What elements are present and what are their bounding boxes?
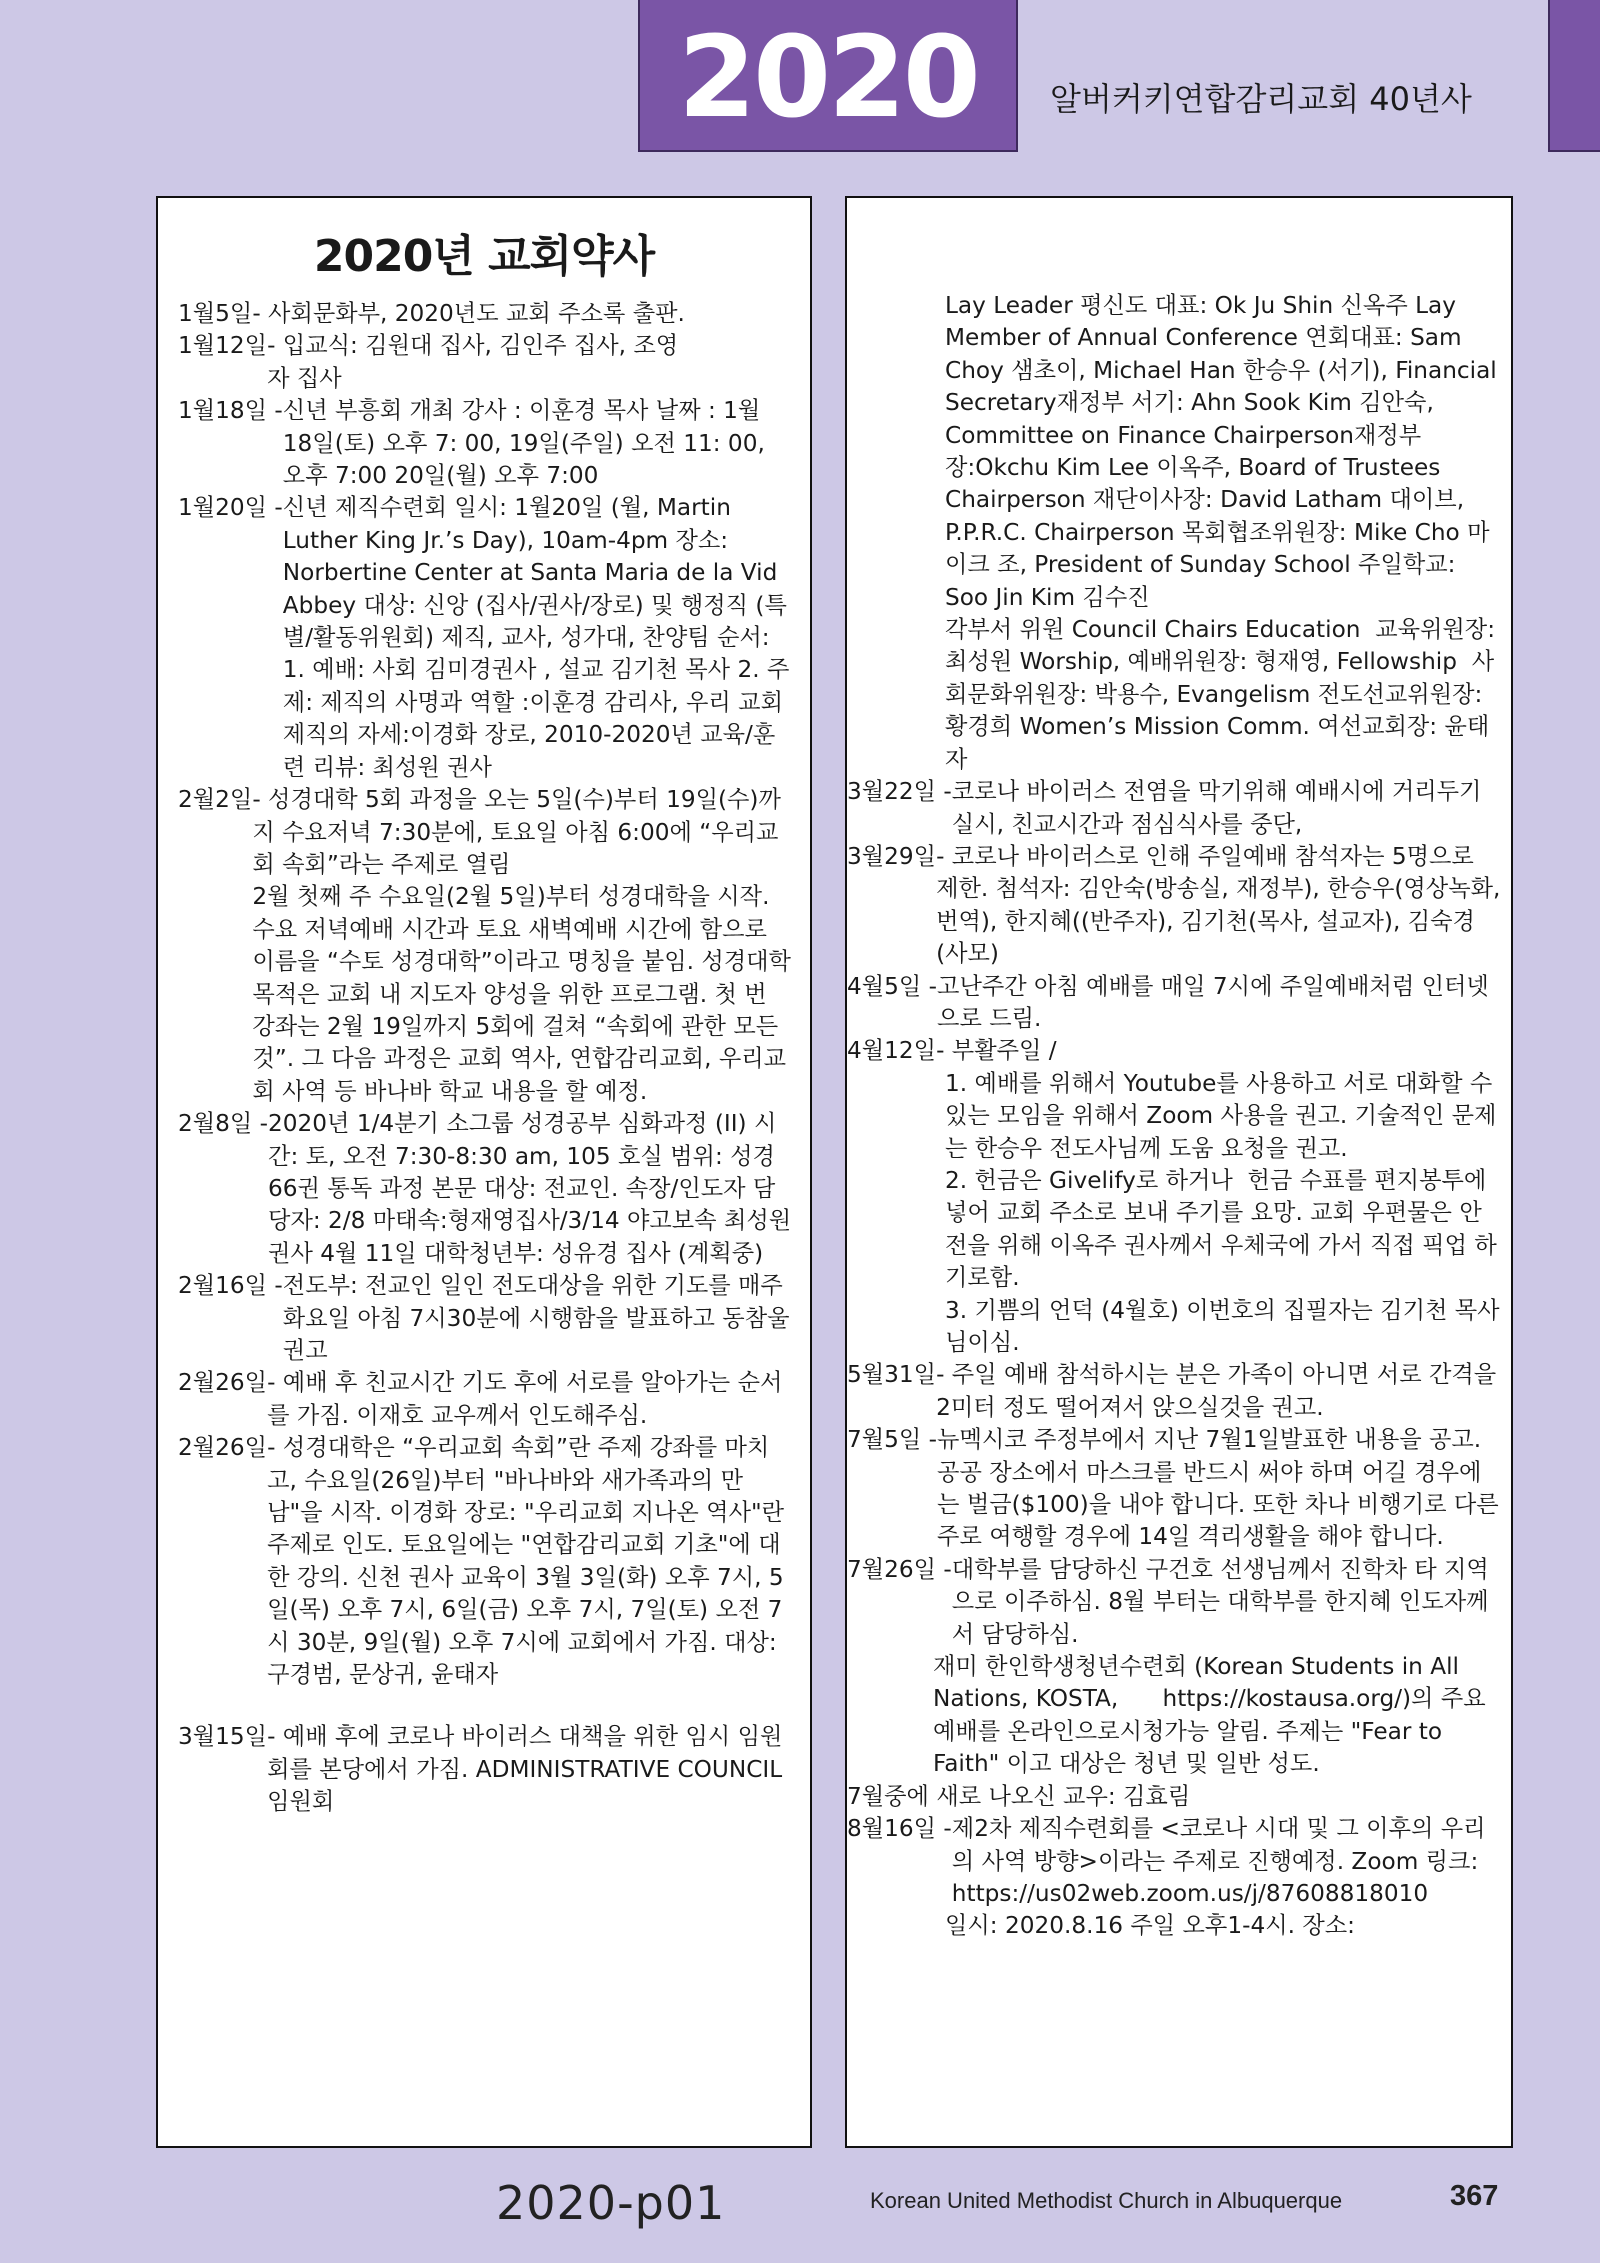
continued-text: Lay Leader 평신도 대표: Ok Ju Shin 신옥주 Lay Member of Annual Conference 연회대표: Sam Choy 샘초이, Michael Han 한승우 (서기), Financial Secretary재정부 서기: Ahn Sook Kim 김안숙, Committee on Finance Chairperson재정부장:Okchu Kim Lee 이옥주, Board of Trustees Chairperson 재단이사장: David Latham 대이브, P.P.R.C. Chairperson 목회협조위원장: Mike Cho 마이크 조, President of Sunday School 주일학교: Soo Jin Kim 김수진 xyxy=(945,292,1505,611)
entry-text: - 예배 후 친교시간 기도 후에 서로를 알아가는 순서를 가짐. 이재호 교우께서 인도해주심. xyxy=(267,1369,783,1429)
history-entry xyxy=(847,1554,1501,1651)
history-entry xyxy=(847,1359,1501,1424)
entry-text: - 성경대학은 “우리교회 속회”란 주제 강좌를 마치고, 수요일(26일)부터 "바나바와 새가족과의 만남"을 시작. 이경화 장로: "우리교회 지나온 역사"란 주제로 인도. 토요일에는 "연합감리교회 기초"에 대한 강의. 신천 권사 교육이 3월 3일(화) 오후 7시, 5일(목) 오후 7시, 6일(금) 오후 7시, 7일(토) 오전 7시 30분, 9일(월) 오후 7시에 교회에서 가짐. 대상: 구경범, 문상귀, 윤태자 xyxy=(267,1434,785,1689)
entry-date: 7월5일 - xyxy=(847,1426,938,1454)
book-title: 알버커키연합감리교회 40년사 xyxy=(1050,80,1472,118)
history-entry xyxy=(178,395,794,492)
entry-date: 2월16일 - xyxy=(178,1272,283,1300)
history-entry-text: 7월중에 새로 나오신 교우: 김효림 xyxy=(847,1782,1191,1810)
entry-date: 5월31일 xyxy=(847,1361,937,1389)
history-entry xyxy=(178,1432,794,1691)
entry-date: 1월18일 - xyxy=(178,397,283,425)
history-entry xyxy=(178,330,794,395)
spacer xyxy=(178,1691,794,1721)
entry-text: 전도부: 전교인 일인 전도대상을 위한 기도를 매주 화요일 아침 7시30분에 시행함을 발표하고 동참울 권고 xyxy=(282,1272,790,1364)
page-label: 2020-p01 xyxy=(496,2176,726,2230)
continued-text: 2. 헌금은 Givelify로 하거나 헌금 수표를 편지봉투에 넣어 교회 주소로 보내 주기를 요망. 교회 우편물은 안전을 위해 이옥주 권사께서 우체국에 가서 직접 픽업 하기로함. xyxy=(945,1166,1497,1292)
entry-text-continued: 2월 첫째 주 수요일(2월 5일)부터 성경대학을 시작. 수요 저녁예배 시간과 토요 새벽예배 시간에 함으로 이름을 “수토 성경대학”이라고 명칭을 붙임. 성경대학 목적은 교회 내 지도자 양성을 위한 프로그램. 첫 번 강좌는 2월 19일까지 5회에 걸쳐 “속회에 관한 모든 것”. 그 다음 과정은 교회 역사, 연합감리교회, 우리교회 사역 등 바나바 학교 내용을 할 예정. xyxy=(252,883,791,1105)
history-entry xyxy=(847,776,1501,841)
entry-text: 2020년 1/4분기 소그룹 성경공부 심화과정 (II) 시간: 토, 오전 7:30-8:30 am, 105 호실 범위: 성경 66권 통독 과정 본문 대상: 전교인. 속장/인도자 담당자: 2/8 마태속:형재영집사/3/14 야고보속 최성원권사 4월 11일 대학청년부: 성유경 집사 (계획중) xyxy=(268,1110,792,1267)
continued-text: 각부서 위원 Council Chairs Education 교육위원장: 최성원 Worship, 예배위원장: 형재영, Fellowship 사회문화위원장: 박용수, Evangelism 전도선교위원장: 황경희 Women’s Mission Comm. 여선교회장: 윤태자 xyxy=(945,616,1503,773)
entry-text-main: - 성경대학 5회 과정을 오는 5일(수)부터 19일(수)까지 수요저녁 7:30분에, 토요일 아침 6:00에 “우리교회 속회”라는 주제로 열림 xyxy=(252,786,781,878)
year-banner xyxy=(638,0,1018,152)
right-column xyxy=(845,196,1513,2148)
continued-text: 3. 기쁨의 언덕 (4월호) 이번호의 집필자는 김기천 목사님이심. xyxy=(945,1296,1500,1356)
entry-date: 4월12일 xyxy=(847,1037,937,1065)
entry-text: - 주일 예배 참석하시는 분은 가족이 아니면 서로 간격을 2미터 정도 떨어져서 앉으실것을 권고. xyxy=(936,1361,1497,1421)
entry-text: - 입교식: 김원대 집사, 김인주 집사, 조영자 집사 xyxy=(267,332,679,392)
history-entry xyxy=(178,492,794,784)
church-name: Korean United Methodist Church in Albuquerque xyxy=(870,2188,1343,2213)
history-entry xyxy=(178,784,794,1108)
entry-date: 8월16일 - xyxy=(847,1815,952,1843)
history-entry xyxy=(847,1035,1501,1067)
entry-text: 신년 제직수련회 일시: 1월20일 (월, Martin Luther King Jr.’s Day), 10am-4pm 장소: Norbertine Center at Santa Maria de la Vid Abbey 대상: 신앙 (집사/권사/장로) 및 행정직 (특별/활동위원회) 제직, 교사, 성가대, 찬양팀 순서: 1. 예배: 사회 김미경권사 , 설교 김기천 목사 2. 주제: 제직의 사명과 역할 :이훈경 감리사, 우리 교회 제직의 자세:이경화 장로, 2010-2020년 교육/훈련 리뷰: 최성원 권사 xyxy=(282,494,790,781)
entry-date: 2월2일 xyxy=(178,786,253,814)
left-entries xyxy=(158,298,810,1819)
section-title: 2020년 교회약사 xyxy=(313,231,655,282)
entry-date: 2월8일 - xyxy=(178,1110,269,1138)
entry-text: 신년 부흥회 개최 강사 : 이훈경 목사 날짜 : 1월 18일(토) 오후 7: 00, 19일(주일) 오전 11: 00, 오후 7:00 20일(월) 오후 7:00 xyxy=(282,397,765,490)
history-entry xyxy=(178,1721,794,1818)
entry-text: 고난주간 아침 예배를 매일 7시에 주일예배처럼 인터넷으로 드림. xyxy=(937,972,1489,1032)
corner-tab xyxy=(1548,0,1600,152)
entry-date: 2월26일 xyxy=(178,1369,268,1397)
entry-text: 코로나 바이러스 전염을 막기위해 예배시에 거리두기 실시, 친교시간과 점심식사를 중단, xyxy=(951,778,1482,838)
entry-text: 뉴멕시코 주정부에서 지난 7월1일발표한 내용을 공고. 공공 장소에서 마스크를 반드시 써야 하며 어길 경우에는 벌금($100)을 내야 합니다. 또한 차나 비행기로 다른 주로 여행할 경우에 14일 격리생활을 해야 합니다. xyxy=(937,1426,1499,1551)
history-entry xyxy=(178,1367,794,1432)
history-entry xyxy=(178,1270,794,1367)
page-number: 367 xyxy=(1450,2180,1499,2212)
history-entry xyxy=(847,971,1501,1036)
entry-date: 1월5일 xyxy=(178,300,253,327)
entry-date: 3월29일 xyxy=(847,842,937,870)
entry-date: 2월26일 xyxy=(178,1434,268,1462)
history-entry xyxy=(847,841,1501,971)
entry-text: - 부활주일 / xyxy=(936,1037,1057,1065)
entry-text xyxy=(252,784,794,1108)
entry-text: - 예배 후에 코로나 바이러스 대책을 위한 임시 임원회를 본당에서 가짐. ADMINISTRATIVE COUNCIL 임원회 xyxy=(267,1723,783,1816)
year-label: 2020 xyxy=(678,13,978,143)
entry-date: 1월12일 xyxy=(178,332,268,360)
entry-text: 제2차 제직수련회를 <코로나 시대 및 그 이후의 우리의 사역 방향>이라는 주제로 진행예정. Zoom 링크: https://us02web.zoom.us/j/87608818010 xyxy=(951,1815,1486,1907)
continued-text: 재미 한인학생청년수련회 (Korean Students in All Nations, KOSTA, https://kostausa.org/)의 주요 예배를 온라인으로시청가능 알림. 주제는 "Fear to Faith" 이고 대상은 청년 및 일반 성도. xyxy=(933,1653,1493,1778)
entry-date: 7월26일 - xyxy=(847,1555,952,1583)
entry-text: - 코로나 바이러스로 인해 주일예배 참석자는 5명으로 제한. 첨석자: 김안숙(방송실, 재정부), 한승우(영상녹화, 번역), 한지혜((반주자), 김기천(목사, 설교자), 김숙경(사모) xyxy=(936,842,1501,968)
history-entry xyxy=(847,1813,1501,1910)
entry-date: 1월20일 - xyxy=(178,494,283,522)
continued-text: 일시: 2020.8.16 주일 오후1-4시. 장소: xyxy=(945,1912,1355,1940)
history-entry xyxy=(178,1108,794,1270)
entry-date: 3월22일 - xyxy=(847,778,952,806)
entry-text: 대학부를 담당하신 구건호 선생님께서 진학차 타 지역으로 이주하심. 8월 부터는 대학부를 한지혜 인도자께서 담당하심. xyxy=(951,1555,1489,1648)
left-column xyxy=(156,196,812,2148)
entry-date: 3월15일 xyxy=(178,1723,268,1751)
entry-text: - 사회문화부, 2020년도 교회 주소록 출판. xyxy=(252,300,685,327)
history-entry xyxy=(847,1424,1501,1554)
history-entry xyxy=(178,298,794,330)
right-entries xyxy=(847,290,1511,1943)
entry-date: 4월5일 - xyxy=(847,972,938,1000)
continued-text: 1. 예배를 위해서 Youtube를 사용하고 서로 대화할 수 있는 모임을 위해서 Zoom 사용을 권고. 기술적인 문제는 한승우 전도사님께 도움 요청을 권고. xyxy=(945,1069,1500,1162)
